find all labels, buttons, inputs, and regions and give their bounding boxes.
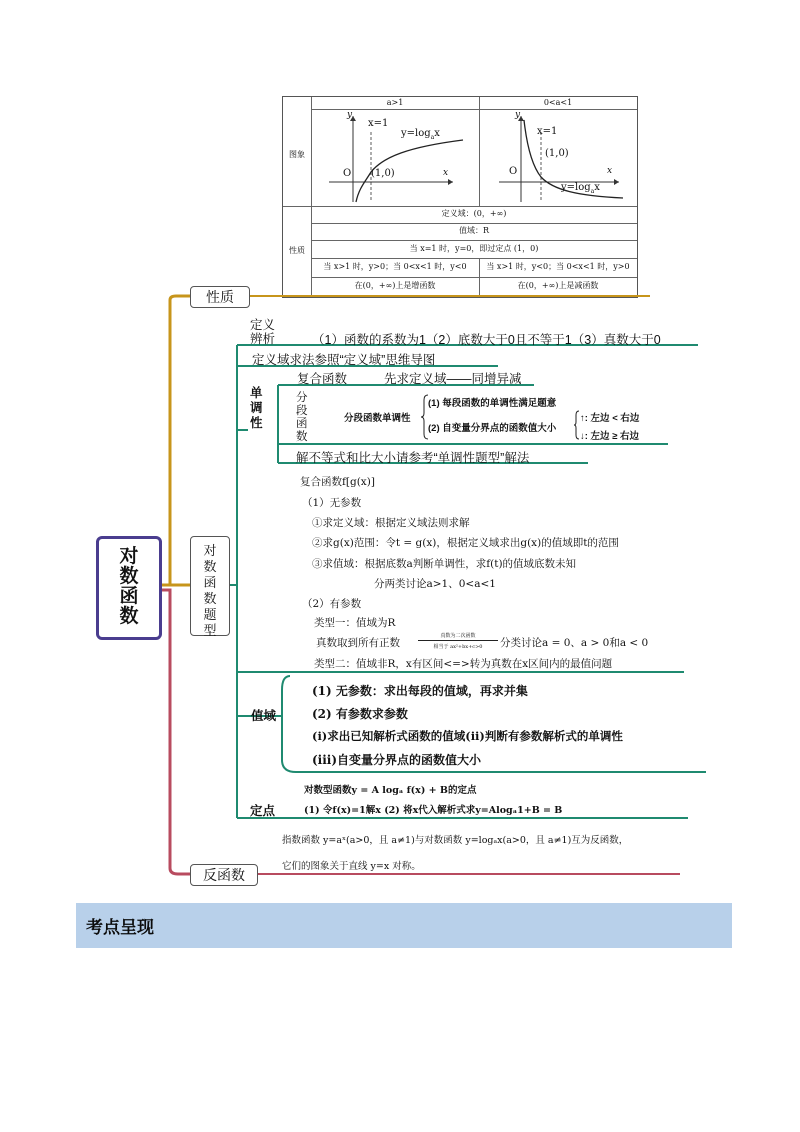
range-type1b-top: 真数为二次函数 xyxy=(440,633,476,639)
root-node xyxy=(96,536,162,640)
graph1-x-label: x xyxy=(443,168,449,178)
composite-text: 先求定义域——同增异减 xyxy=(384,372,522,386)
graph2-func-label: $y=\log_ax$ xyxy=(561,182,600,195)
piecewise-down: ↓: 左边 ≥ 右边 xyxy=(580,431,640,442)
range-piece-l3: (i)求出已知解析式函数的值域(ii)判断有参数解析式的单调性 xyxy=(312,729,623,743)
fixed-l2: (1) 令f(x)=1解x (2) 将x代入解析式求y=Alogₐ1+B = B xyxy=(304,805,563,816)
range-type2: 类型二：值域非R，x有区间<=>转为真数在x区间内的最值问题 xyxy=(314,658,613,670)
range-step2: ②求g(x)范围：令t = g(x)，根据定义域求出g(x)的值域即t的范围 xyxy=(312,537,619,549)
section-banner xyxy=(76,903,732,948)
range-type1b-post: 分类讨论a = 0、a > 0和a < 0 xyxy=(500,637,649,649)
branch-property: 性质 xyxy=(190,286,250,308)
prop-domain: 定义域：(0，+∞) xyxy=(441,209,507,218)
range-piece-l1: (1) 无参数：求出每段的值域，再求并集 xyxy=(312,684,528,698)
graph1-origin-label: O xyxy=(343,168,352,179)
prop-sign-decreasing: 当 x>1 时，y<0；当 0<x<1 时，y>0 xyxy=(486,262,630,271)
branch-question-types: 对数函数题型 xyxy=(190,536,230,636)
graph1-x1-label: x=1 xyxy=(368,118,389,129)
prop-range: 值域：R xyxy=(458,226,490,235)
definition-text: （1）函数的系数为1（2）底数大于0且不等于1（3）真数大于0 xyxy=(312,333,661,347)
root-title: 对数函数 xyxy=(119,546,139,627)
range-piece-l4: (iii)自变量分界点的函数值大小 xyxy=(312,753,482,767)
graph1-func-label: $y=\log_ax$ xyxy=(401,128,440,141)
prop-sign-increasing: 当 x>1 时，y>0；当 0<x<1 时，y<0 xyxy=(323,262,467,271)
prop-mono-decreasing: 在(0，+∞)上是减函数 xyxy=(517,281,599,290)
inequality-text: 解不等式和比大小请参考“单调性题型”解法 xyxy=(296,451,530,465)
branch-inverse: 反函数 xyxy=(190,864,258,886)
graph2-point-label: (1,0) xyxy=(545,148,569,159)
piecewise-item-2: (2) 自变量分界点的函数值大小 xyxy=(428,423,557,434)
prop-fixed-point: 当 x=1 时，y=0，即过定点 (1，0) xyxy=(409,244,539,253)
monotonic-label: 单 调 性 xyxy=(250,386,263,430)
graph1-point-label: (1,0) xyxy=(371,168,395,179)
graph1-y-label: y xyxy=(347,110,353,120)
range-no-param: （1）无参数 xyxy=(302,497,362,509)
header-a-less-1: 0<a<1 xyxy=(543,98,573,107)
piecewise-label: 分 段 函 数 xyxy=(296,392,308,443)
inverse-l1: 指数函数 y=aˣ(a>0，且 a≠1)与对数函数 y=logₐx(a>0，且 a≠1)互为反函数， xyxy=(282,835,629,846)
fixed-l1: 对数型函数y = A logₐ f(x) + B的定点 xyxy=(304,785,477,796)
graph2-x1-label: x=1 xyxy=(537,126,558,137)
inverse-l2: 它们的图象关于直线 y=x 对称。 xyxy=(282,861,421,872)
range-composite: 复合函数f[g(x)] xyxy=(300,476,375,488)
range-type1b-arrow xyxy=(418,640,498,641)
graph2-x-label: x xyxy=(607,166,613,176)
piecewise-title: 分段函数单调性 xyxy=(344,413,411,424)
prop-mono-increasing: 在(0，+∞)上是增函数 xyxy=(354,281,436,290)
range-piece-label: 值域 xyxy=(251,709,277,723)
range-with-param: （2）有参数 xyxy=(302,598,362,610)
graph2-y-label: y xyxy=(515,110,521,120)
header-a-greater-1: a>1 xyxy=(386,98,404,107)
row-label-graph: 图象 xyxy=(289,150,305,159)
row-label-property: 性质 xyxy=(289,246,305,255)
range-piece-l2: (2) 有参数求参数 xyxy=(312,707,408,721)
range-step1: ①求定义域：根据定义域法则求解 xyxy=(312,517,470,529)
range-type1: 类型一：值域为R xyxy=(314,617,396,629)
range-type1b-pre: 真数取到所有正数 xyxy=(316,637,400,649)
definition-label: 定义 辨析 xyxy=(250,318,276,346)
range-step3b: 分两类讨论a>1、0<a<1 xyxy=(374,578,496,590)
range-type1b-bottom: 相当于 ax²+bx+c>0 xyxy=(433,644,483,650)
banner-title: 考点呈现 xyxy=(86,918,154,937)
range-step3: ③求值域：根据底数a判断单调性，求f(t)的值域底数未知 xyxy=(312,558,577,570)
piecewise-item-1: (1) 每段函数的单调性满足题意 xyxy=(428,398,557,409)
composite-label: 复合函数 xyxy=(297,372,348,386)
graph2-origin-label: O xyxy=(509,166,518,177)
fixed-label: 定点 xyxy=(250,804,276,818)
piecewise-up: ↑: 左边 < 右边 xyxy=(580,413,640,424)
domain-method-text: 定义域求法参照“定义域”思维导图 xyxy=(252,353,436,367)
